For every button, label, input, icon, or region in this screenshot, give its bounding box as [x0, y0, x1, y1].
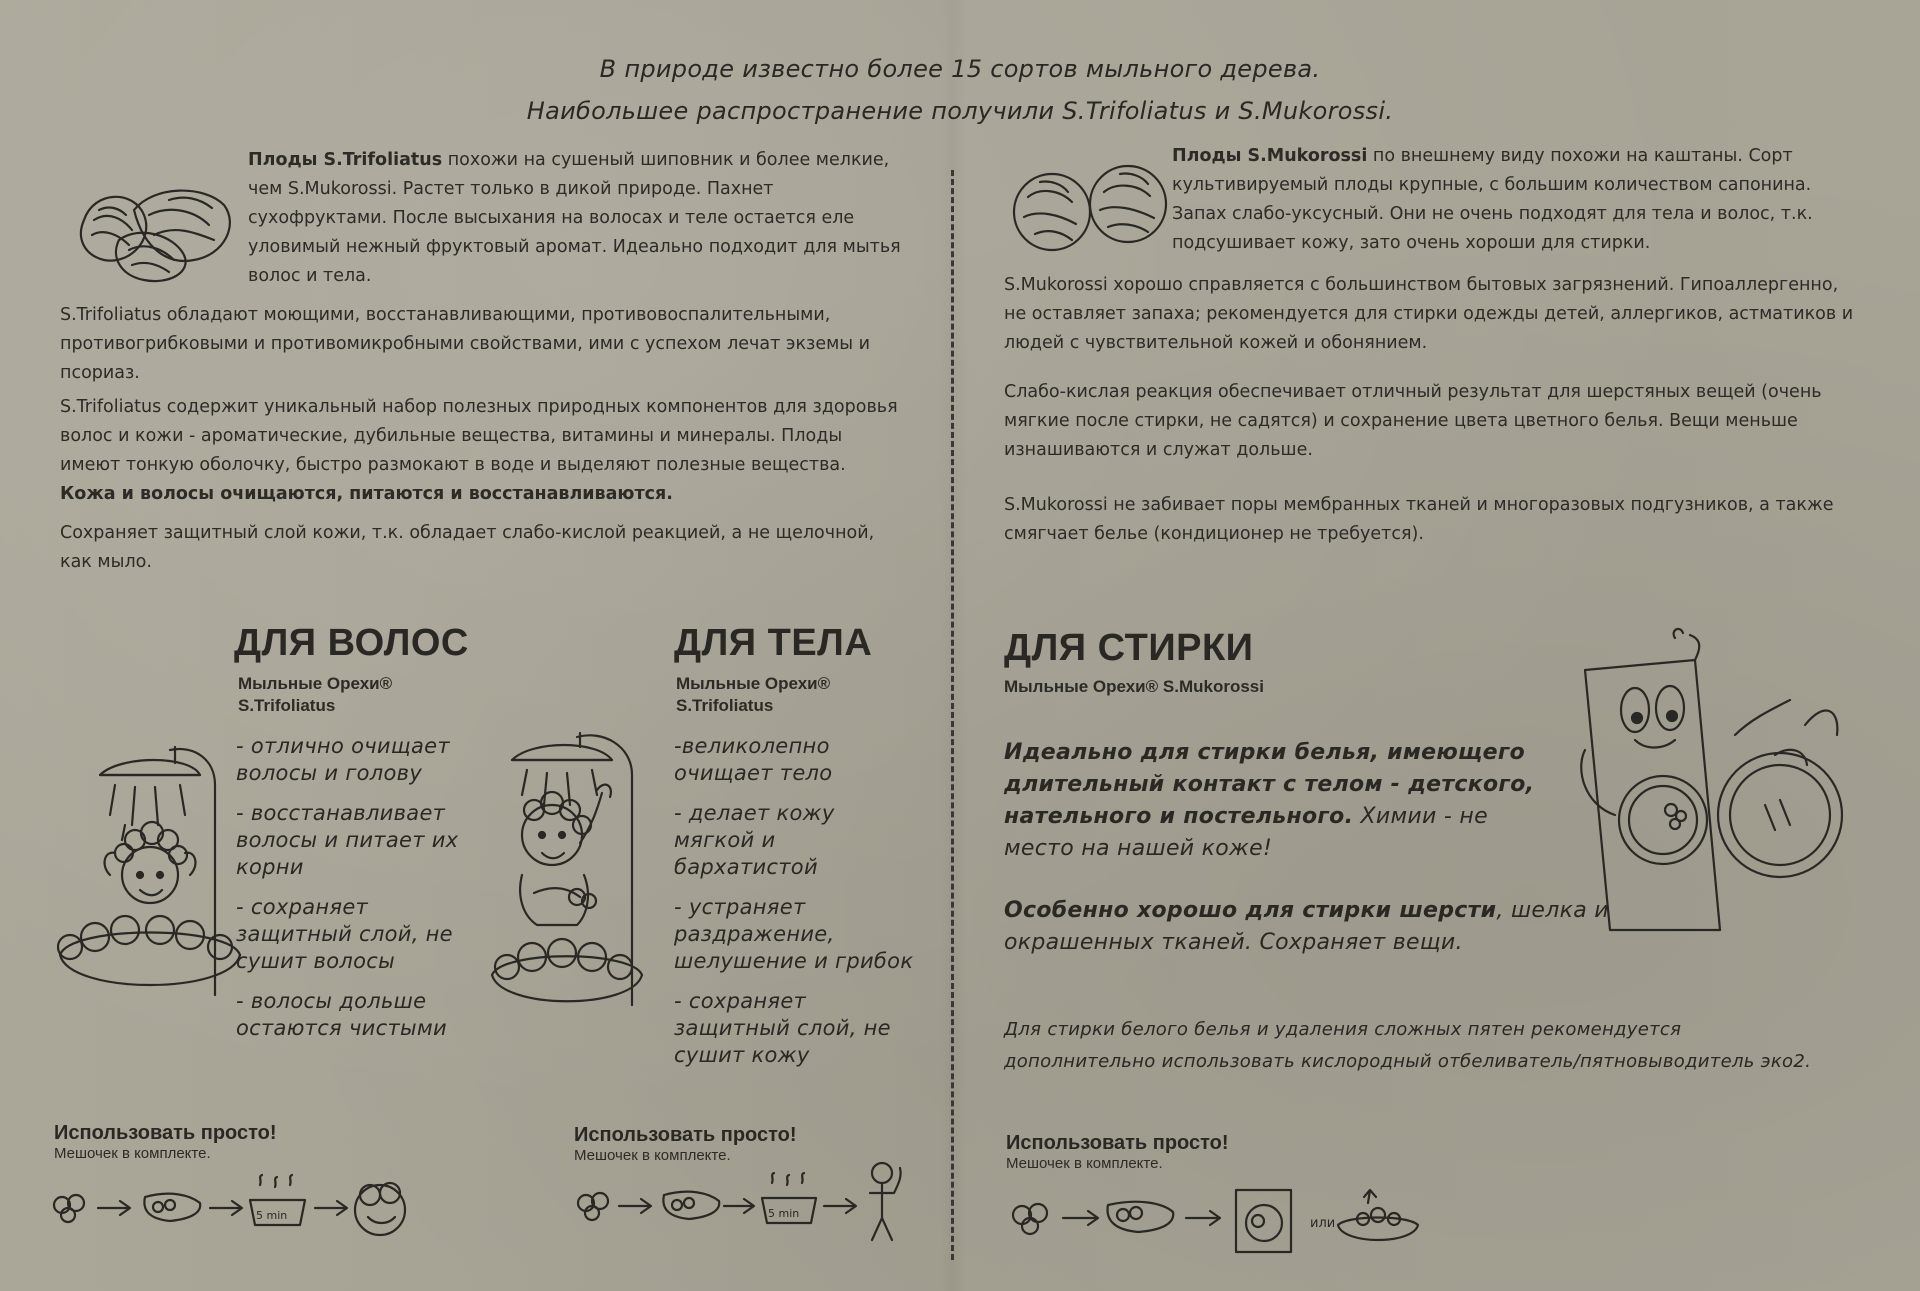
trifoliatus-comp-line-2: волос и кожи - ароматические, дубильные вещества, витамины и минералы. Плоды: [60, 426, 843, 446]
arrow-icon: [98, 1201, 130, 1215]
hair-benefits-list: [236, 733, 486, 1055]
laundry-ideal-line-1: Идеально для стирки белья, имеющего: [1004, 740, 1526, 765]
arrow-icon: [619, 1199, 651, 1213]
mukorossi-line-2: культивируемый плоды крупные, с большим количеством сапонина.: [1172, 175, 1812, 195]
mukorossi-membrane: [1004, 491, 1884, 549]
soapnut-icon: [578, 1193, 608, 1220]
trifoliatus-line-4: уловимый нежный фруктовый аромат. Идеально подходит для мытья: [248, 237, 901, 257]
arrow-icon: [824, 1199, 856, 1213]
body-sub-2: S.Trifoliatus: [676, 696, 774, 715]
trifoliatus-description: [248, 146, 908, 291]
mukorossi-line-4: подсушивает кожу, зато очень хороши для стирки.: [1172, 233, 1651, 253]
washing-machine-icon: [1236, 1190, 1291, 1252]
trifoliatus-line-3: сухофруктами. После высыхания на волосах и теле остается еле: [248, 208, 855, 228]
body-usage-steps: [574, 1148, 914, 1243]
laundry-section-subtitle: Мыльные Орехи® S.Mukorossi: [1004, 677, 1264, 696]
hair-sub-2: S.Trifoliatus: [238, 696, 336, 715]
mukorossi-clean-line-1: S.Mukorossi хорошо справляется с большинством бытовых загрязнений. Гипоаллергенно,: [1004, 275, 1839, 295]
laundry-wool-text: [1004, 895, 1644, 959]
arrow-icon: [315, 1201, 347, 1215]
hair-usage-title: Использовать просто!: [54, 1122, 277, 1144]
body-section-subtitle: [676, 673, 830, 717]
bag-icon: [663, 1192, 719, 1219]
trifoliatus-properties: [60, 301, 930, 388]
mukorossi-title: Плоды S.Mukorossi: [1172, 146, 1368, 166]
soapnut-icon: [1013, 1204, 1047, 1234]
hair-usage: [54, 1122, 277, 1162]
soapnuts-mukorossi-icon: [1010, 162, 1170, 262]
shower-child-icon: [40, 725, 230, 995]
trifoliatus-skin-line-2: как мыло.: [60, 552, 152, 572]
trifoliatus-line-5: волос и тела.: [248, 266, 372, 286]
hair-min-label: 5 min: [256, 1209, 288, 1222]
mukorossi-line-1: по внешнему виду похожи на каштаны. Сорт: [1367, 146, 1793, 166]
body-benefit-1: -великолепно очищает тело: [674, 734, 833, 785]
trifoliatus-prop-line-2: противогрибковыми и противомикробными свойствами, ими с успехом лечат экземы и: [60, 334, 871, 354]
mukorossi-description: [1172, 142, 1872, 258]
laundry-ideal-line-3b: Химии - не: [1353, 804, 1488, 829]
trifoliatus-comp-line-3: имеют тонкую оболочку, быстро размокают в воде и выделяют полезные вещества.: [60, 455, 846, 475]
body-benefit-2: - делает кожу мягкой и бархатистой: [674, 801, 835, 879]
trifoliatus-title: Плоды S.Trifoliatus: [248, 150, 443, 170]
mukorossi-wool-line-2: мягкие после стирки, не садятся) и сохранение цвета цветного белья. Вещи меньше: [1004, 411, 1798, 431]
laundry-wool-bold: Особенно хорошо для стирки шерсти: [1004, 898, 1497, 923]
laundry-ideal-line-3a: нательного и постельного.: [1004, 804, 1354, 829]
hair-usage-subtitle: Мешочек в комплекте.: [54, 1145, 211, 1162]
intro-line-2: Наибольшее распространение получили S.Trifoliatus и S.Mukorossi.: [526, 97, 1394, 125]
mukorossi-membrane-line-2: смягчает белье (кондиционер не требуется).: [1004, 524, 1424, 544]
laundry-note-line-1: Для стирки белого белья и удаления сложных пятен рекомендуется: [1004, 1019, 1682, 1040]
soapnuts-trifoliatus-icon: [74, 180, 234, 280]
hair-benefit-3: - сохраняет защитный слой, не сушит волосы: [236, 895, 453, 973]
body-sub-1: Мыльные Орехи®: [676, 674, 831, 693]
basin-icon: [1338, 1190, 1418, 1240]
laundry-ideal-line-2b: детского,: [1408, 772, 1535, 797]
shower-girl-icon: [492, 715, 662, 1015]
mukorossi-clean-line-3: людей с чувствительной кожей и обонянием.: [1004, 333, 1428, 353]
body-benefits-list: [674, 733, 934, 1082]
bag-icon: [1108, 1202, 1174, 1232]
arrow-icon: [1186, 1211, 1220, 1225]
trifoliatus-comp-line-1: S.Trifoliatus содержит уникальный набор полезных природных компонентов для здоровья: [60, 397, 898, 417]
laundry-wool-line-2: окрашенных тканей. Сохраняет вещи.: [1004, 930, 1463, 955]
laundry-note-line-2: дополнительно использовать кислородный отбеливатель/пятновыводитель эко2.: [1004, 1051, 1812, 1072]
hair-sub-1: Мыльные Орехи®: [238, 674, 393, 693]
person-icon: [870, 1163, 901, 1240]
hair-benefit-2: - восстанавливает волосы и питает их корни: [236, 801, 459, 879]
hair-section-subtitle: [238, 673, 392, 717]
laundry-section-title: ДЛЯ СТИРКИ: [1004, 627, 1254, 669]
trifoliatus-line-1: похожи на сушеный шиповник и более мелкие,: [442, 150, 890, 170]
hair-benefit-1: - отлично очищает волосы и голову: [236, 734, 450, 785]
laundry-bleach-note: [1004, 1014, 1884, 1078]
body-usage-title: Использовать просто!: [574, 1124, 797, 1146]
body-min-label: 5 min: [768, 1207, 800, 1220]
trifoliatus-comp-bold: Кожа и волосы очищаются, питаются и восстанавливаются.: [60, 484, 673, 504]
body-benefit-4: - сохраняет защитный слой, не сушит кожу: [674, 989, 891, 1067]
washing-machine-icon: [1575, 630, 1850, 930]
bag-icon: [144, 1194, 200, 1221]
trifoliatus-skin-line-1: Сохраняет защитный слой кожи, т.к. обладает слабо-кислой реакцией, а не щелочной,: [60, 523, 875, 543]
mukorossi-clean-line-2: не оставляет запаха; рекомендуется для стирки одежды детей, аллергиков, астматиков и: [1004, 304, 1854, 324]
page-fold-divider: [951, 170, 954, 1260]
soapnut-icon: [54, 1195, 84, 1222]
hair-section-title: ДЛЯ ВОЛОС: [234, 622, 469, 664]
arrow-icon: [210, 1201, 242, 1215]
hair-benefit-4: - волосы дольше остаются чистыми: [236, 989, 447, 1040]
mukorossi-line-3: Запах слабо-уксусный. Они не очень подходят для тела и волос, т.к.: [1172, 204, 1813, 224]
body-benefit-3: - устраняет раздражение, шелушение и грибок: [674, 895, 914, 973]
laundry-or-label: или: [1310, 1216, 1336, 1231]
laundry-ideal-text: [1004, 737, 1604, 865]
laundry-usage-title: Использовать просто!: [1006, 1132, 1229, 1154]
hair-usage-steps: [50, 1175, 430, 1245]
intro-line-1: В природе известно более 15 сортов мыльного дерева.: [599, 55, 1321, 83]
trifoliatus-components: [60, 393, 930, 509]
trifoliatus-prop-line-1: S.Trifoliatus обладают моющими, восстанавливающими, противовоспалительными,: [60, 305, 831, 325]
laundry-usage: [1006, 1132, 1229, 1172]
mukorossi-wool-line-3: изнашиваются и служат дольше.: [1004, 440, 1313, 460]
body-section-title: ДЛЯ ТЕЛА: [674, 622, 873, 664]
mukorossi-wool: [1004, 378, 1884, 465]
laundry-usage-steps: [1008, 1185, 1428, 1260]
laundry-usage-subtitle: Мешочек в комплекте.: [1006, 1155, 1163, 1172]
trifoliatus-line-2: чем S.Mukorossi. Растет только в дикой природе. Пахнет: [248, 179, 774, 199]
mukorossi-wool-line-1: Слабо-кислая реакция обеспечивает отличный результат для шерстяных вещей (очень: [1004, 382, 1822, 402]
arrow-icon: [1063, 1211, 1098, 1225]
trifoliatus-prop-line-3: псориаз.: [60, 363, 140, 383]
intro-header: [0, 48, 1920, 132]
arrow-icon: [724, 1199, 754, 1213]
mukorossi-cleaning: [1004, 271, 1884, 358]
body-usage-subtitle: Мешочек в комплекте.: [574, 1147, 731, 1164]
happy-face-icon: [355, 1183, 405, 1235]
laundry-wool-rest: , шелка и: [1496, 898, 1609, 923]
laundry-ideal-line-2a: длительный контакт с телом -: [1004, 772, 1409, 797]
trifoliatus-skin-note: [60, 519, 930, 577]
mukorossi-membrane-line-1: S.Mukorossi не забивает поры мембранных тканей и многоразовых подгузников, а также: [1004, 495, 1834, 515]
laundry-ideal-line-4: место на нашей коже!: [1004, 836, 1273, 861]
